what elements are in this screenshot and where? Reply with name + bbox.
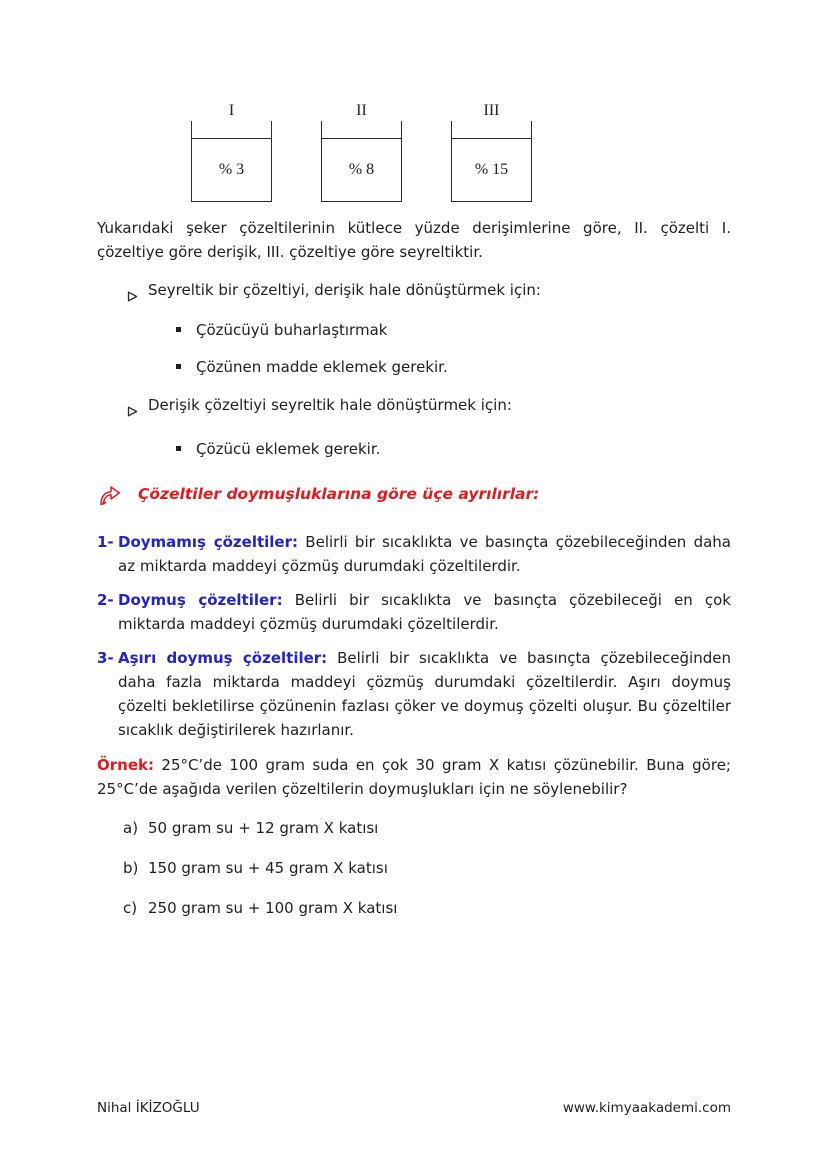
option-letter: c) xyxy=(123,899,138,917)
beaker-3 xyxy=(451,103,532,202)
numbered-item-saturated xyxy=(97,588,731,636)
item-number: 3- xyxy=(97,649,114,667)
sub-bullet-text: Çözünen madde eklemek gerekir. xyxy=(196,358,448,376)
website-url: www.kimyaakademi.com xyxy=(562,1100,731,1116)
page-footer xyxy=(97,1096,731,1120)
item-definition: Belirli bir sıcaklıkta ve basınçta çözebileceğinden daha az miktarda maddeyi çözmüş durumdaki çözeltilerdir. xyxy=(118,533,731,575)
square-bullet-icon xyxy=(176,364,181,369)
beaker-3-concentration: % 15 xyxy=(474,160,509,178)
square-bullet-icon xyxy=(176,446,181,451)
item-text xyxy=(118,588,731,636)
beaker-2 xyxy=(321,103,402,202)
example-label: Örnek: xyxy=(97,756,154,774)
item-term: Doymamış çözeltiler: xyxy=(118,533,298,551)
bullet-text: Derişik çözeltiyi seyreltik hale dönüştürmek için: xyxy=(148,396,512,414)
example-option-a xyxy=(97,816,731,840)
bullet-dilute-to-concentrated xyxy=(97,278,731,309)
sub-bullet-text: Çözücüyü buharlaştırmak xyxy=(196,321,388,339)
intro-paragraph: Yukarıdaki şeker çözeltilerinin kütlece yüzde derişimlerine göre, II. çözelti I. çözeltiye göre derişik, III. çözeltiye göre seyreltiktir. xyxy=(97,219,731,261)
numbered-item-supersaturated xyxy=(97,646,731,742)
sub-bullet-add-solute xyxy=(97,355,731,379)
item-number: 1- xyxy=(97,533,114,551)
item-term: Aşırı doymuş çözeltiler: xyxy=(118,649,328,667)
section-heading-text: Çözeltiler doymuşluklarına göre üçe ayrılırlar: xyxy=(138,485,540,503)
beaker-1-label: I xyxy=(228,102,235,119)
author-name: Nihal İKİZOĞLU xyxy=(97,1100,200,1116)
example-option-c xyxy=(97,896,731,920)
example-text: 25°C’de 100 gram suda en çok 30 gram X katısı çözünebilir. Buna göre; 25°C’de aşağıda verilen çözeltilerin doymuşlukları için ne söylenebilir? xyxy=(97,756,731,798)
triangle-arrow-bullet-icon xyxy=(127,393,148,424)
beaker-1-concentration: % 3 xyxy=(218,160,245,178)
beaker-3-label: III xyxy=(483,102,500,119)
curved-forward-arrow-icon xyxy=(97,482,138,515)
triangle-arrow-bullet-icon xyxy=(127,278,148,309)
sub-bullet-evaporate-solvent xyxy=(97,318,731,342)
option-letter: b) xyxy=(123,859,139,877)
item-term: Doymuş çözeltiler: xyxy=(118,591,283,609)
option-text: 250 gram su + 100 gram X katısı xyxy=(148,899,398,917)
saturation-section-heading xyxy=(97,482,731,515)
sub-bullet-text: Çözücü eklemek gerekir. xyxy=(196,440,381,458)
bullet-concentrated-to-dilute xyxy=(97,393,731,424)
item-text xyxy=(118,530,731,578)
beaker-2-concentration: % 8 xyxy=(348,160,375,178)
option-letter: a) xyxy=(123,819,139,837)
beaker-2-label: II xyxy=(356,102,367,119)
beaker-2-glass xyxy=(321,121,402,202)
example-option-b xyxy=(97,856,731,880)
bullet-text: Seyreltik bir çözeltiyi, derişik hale dönüştürmek için: xyxy=(148,281,541,299)
beaker-3-glass xyxy=(451,121,532,202)
item-number: 2- xyxy=(97,591,114,609)
option-text: 150 gram su + 45 gram X katısı xyxy=(148,859,388,877)
item-definition: Belirli bir sıcaklıkta ve basınçta çözebileceğinden daha fazla miktarda maddeyi çözmüş durumdaki çözeltilerdir. Aşırı doymuş çözelti bekletilirse çözünenin fazlası çöker ve doymuş çözelti oluşur. Bu çözeltiler sıcaklık değiştirilerek hazırlanır. xyxy=(118,649,731,739)
square-bullet-icon xyxy=(176,327,181,332)
beaker-1 xyxy=(191,103,272,202)
option-text: 50 gram su + 12 gram X katısı xyxy=(148,819,379,837)
beaker-1-glass xyxy=(191,121,272,202)
numbered-item-unsaturated xyxy=(97,530,731,578)
document-content xyxy=(97,0,731,920)
item-text xyxy=(118,646,731,742)
item-definition: Belirli bir sıcaklıkta ve basınçta çözebileceği en çok miktarda maddeyi çözmüş durumdaki çözeltilerdir. xyxy=(118,591,731,633)
example-paragraph xyxy=(97,753,731,801)
sub-bullet-add-solvent xyxy=(97,437,731,461)
beaker-figure xyxy=(191,103,731,202)
